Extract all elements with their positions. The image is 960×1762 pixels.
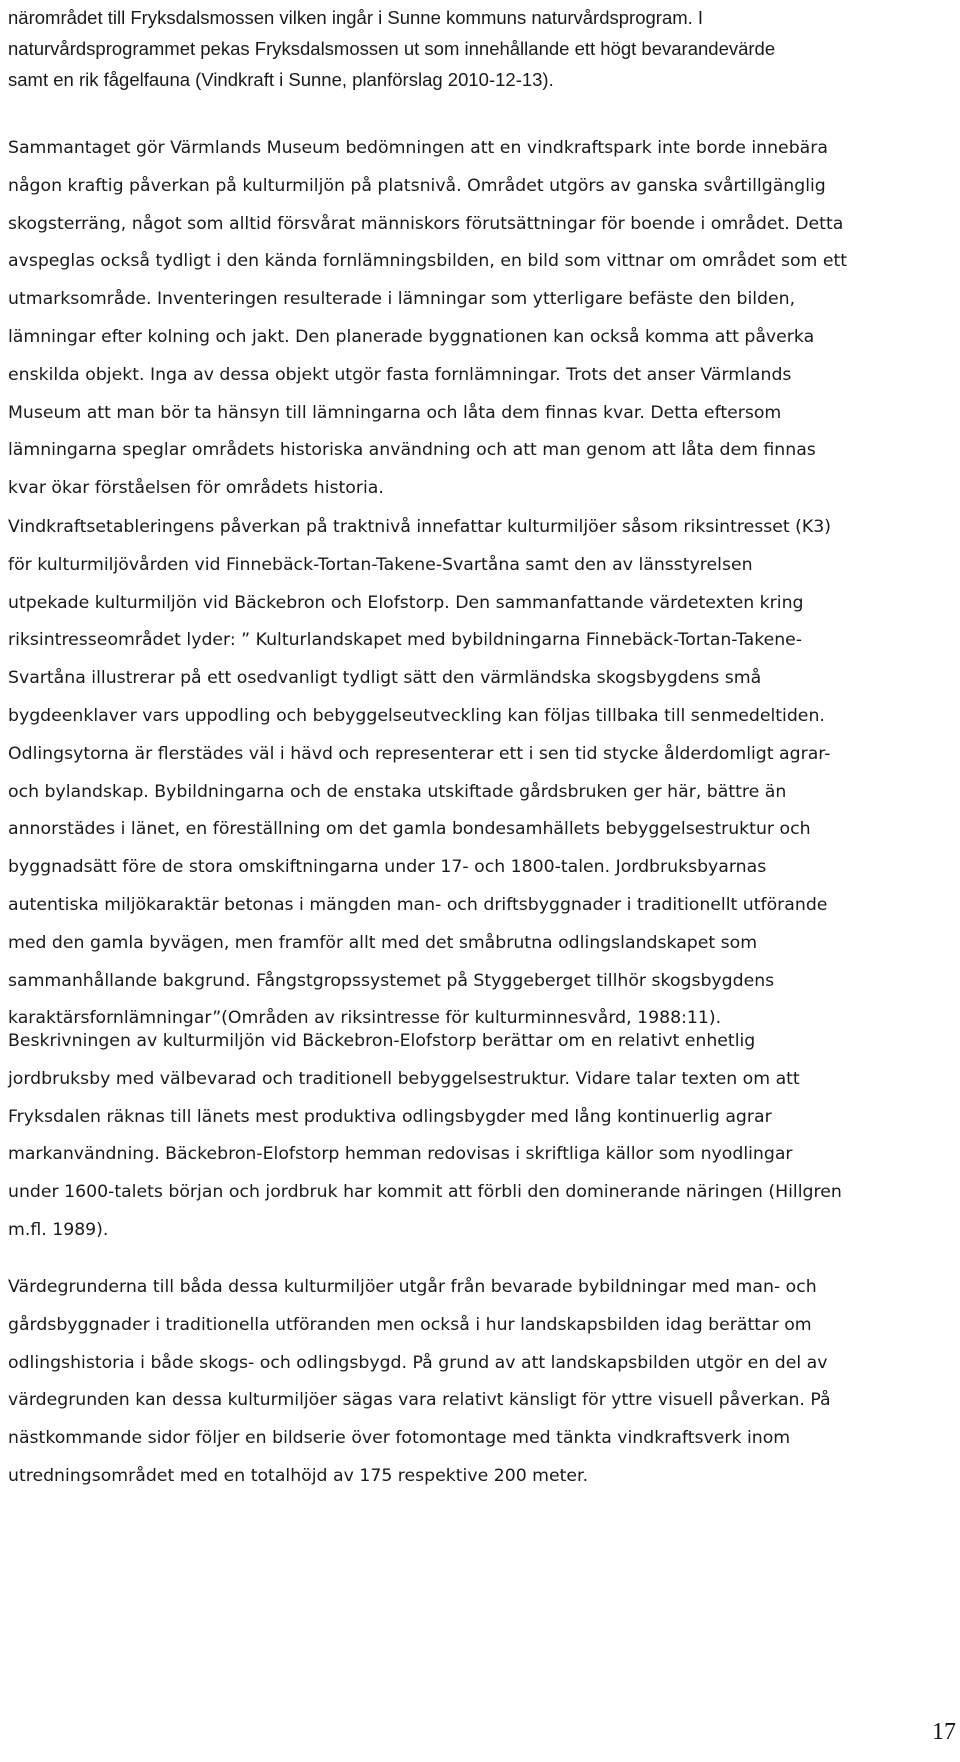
text-line: enskilda objekt. Inga av dessa objekt utgör fasta fornlämningar. Trots det anser Värmlands	[8, 364, 792, 385]
text-line: odlingshistoria i både skogs- och odlingsbygd. På grund av att landskapsbilden utgör en del av	[8, 1352, 828, 1373]
text-line: och bylandskap. Bybildningarna och de enstaka utskiftade gårdsbruken ger här, bättre än	[8, 781, 787, 802]
paragraph-backebron	[8, 1023, 954, 1250]
text-line: annorstädes i länet, en föreställning om det gamla bondesamhällets bebyggelsestruktur och	[8, 819, 811, 840]
text-line: skogsterräng, något som alltid försvårat människors förutsättningar för boende i området. Detta	[8, 213, 844, 234]
text-line: Museum att man bör ta hänsyn till lämningarna och låta dem finnas kvar. Detta eftersom	[8, 402, 782, 423]
text-line: samt en rik fågelfauna (Vindkraft i Sunne, planförslag 2010-12-13).	[8, 69, 554, 90]
text-line: Beskrivningen av kulturmiljön vid Bäckebron-Elofstorp berättar om en relativt enhetlig	[8, 1031, 756, 1051]
text-line: Vindkraftsetableringens påverkan på traktnivå innefattar kulturmiljöer såsom riksintresset (K3)	[8, 517, 831, 537]
text-line: Värdegrunderna till båda dessa kulturmiljöer utgår från bevarade bybildningar med man- och	[8, 1277, 817, 1297]
text-line: under 1600-talets början och jordbruk har kommit att förbli den dominerande näringen (Hillgren	[8, 1182, 842, 1203]
text-line: byggnadsätt före de stora omskiftningarna under 17- och 1800-talen. Jordbruksbyarnas	[8, 857, 767, 878]
text-line: Odlingsytorna är flerstädes väl i hävd och representerar ett i sen tid stycke ålderdomligt agrar-	[8, 743, 831, 764]
text-line: autentiska miljökaraktär betonas i mängden man- och driftsbyggnader i traditionellt utförande	[8, 894, 828, 915]
text-line: bygdeenklaver vars uppodling och bebyggelseutveckling kan följas tillbaka till senmedeltiden.	[8, 705, 825, 726]
text-line: närområdet till Fryksdalsmossen vilken ingår i Sunne kommuns naturvårdsprogram. I	[8, 7, 704, 28]
text-line: Sammantaget gör Värmlands Museum bedömningen att en vindkraftspark inte borde innebära	[8, 138, 828, 158]
text-line: utmarksområde. Inventeringen resulterade i lämningar som ytterligare befäste den bilden,	[8, 289, 796, 310]
text-line: markanvändning. Bäckebron-Elofstorp hemman redovisas i skriftliga källor som nyodlingar	[8, 1144, 793, 1165]
text-line: för kulturmiljövården vid Finnebäck-Tortan-Takene-Svartåna samt den av länsstyrelsen	[8, 554, 753, 575]
text-line: utredningsområdet med en totalhöjd av 175 respektive 200 meter.	[8, 1465, 589, 1486]
text-line: Svartåna illustrerar på ett osedvanligt tydligt sätt den värmländska skogsbygdens små	[8, 668, 762, 689]
paragraph-vardegrunder	[8, 1269, 954, 1496]
text-line: riksintresseområdet lyder: ” Kulturlandskapet med bybildningarna Finnebäck-Tortan-Takene-	[8, 630, 803, 651]
text-line: avspeglas också tydligt i den kända fornlämningsbilden, en bild som vittnar om området som ett	[8, 251, 848, 272]
paragraph-assessment	[8, 130, 954, 508]
text-line: lämningarna speglar områdets historiska användning och att man genom att låta dem finnas	[8, 440, 816, 461]
text-line: jordbruksby med välbevarad och traditionell bebyggelsestruktur. Vidare talar texten om att	[8, 1068, 800, 1089]
text-line: värdegrunden kan dessa kulturmiljöer sägas vara relativt känsligt för yttre visuell påverkan. På	[8, 1390, 831, 1411]
text-line: naturvårdsprogrammet pekas Fryksdalsmossen ut som innehållande ett högt bevarandevärde	[8, 38, 776, 59]
text-line: gårdsbyggnader i traditionella utföranden men också i hur landskapsbilden idag berättar om	[8, 1314, 812, 1335]
text-line: Fryksdalen räknas till länets mest produktiva odlingsbygder med lång kontinuerlig agrar	[8, 1106, 772, 1127]
text-line: kvar ökar förståelsen för områdets historia.	[8, 478, 384, 499]
text-line: någon kraftig påverkan på kulturmiljön på platsnivå. Området utgörs av ganska svårtillgänglig	[8, 175, 826, 196]
text-line: karaktärsfornlämningar”(Områden av riksintresse för kulturminnesvård, 1988:11).	[8, 1008, 722, 1029]
paragraph-intro	[8, 2, 954, 95]
page-number: 17	[932, 1719, 956, 1745]
text-line: sammanhållande bakgrund. Fångstgropssystemet på Styggeberget tillhör skogsbygdens	[8, 970, 775, 991]
text-line: m.fl. 1989).	[8, 1219, 109, 1240]
paragraph-traktniva	[8, 509, 954, 1038]
text-line: med den gamla byvägen, men framför allt med det småbrutna odlingslandskapet som	[8, 932, 758, 953]
text-line: nästkommande sidor följer en bildserie över fotomontage med tänkta vindkraftsverk inom	[8, 1428, 791, 1449]
text-line: utpekade kulturmiljön vid Bäckebron och Elofstorp. Den sammanfattande värdetexten kring	[8, 592, 804, 613]
text-line: lämningar efter kolning och jakt. Den planerade byggnationen kan också komma att påverka	[8, 326, 815, 347]
